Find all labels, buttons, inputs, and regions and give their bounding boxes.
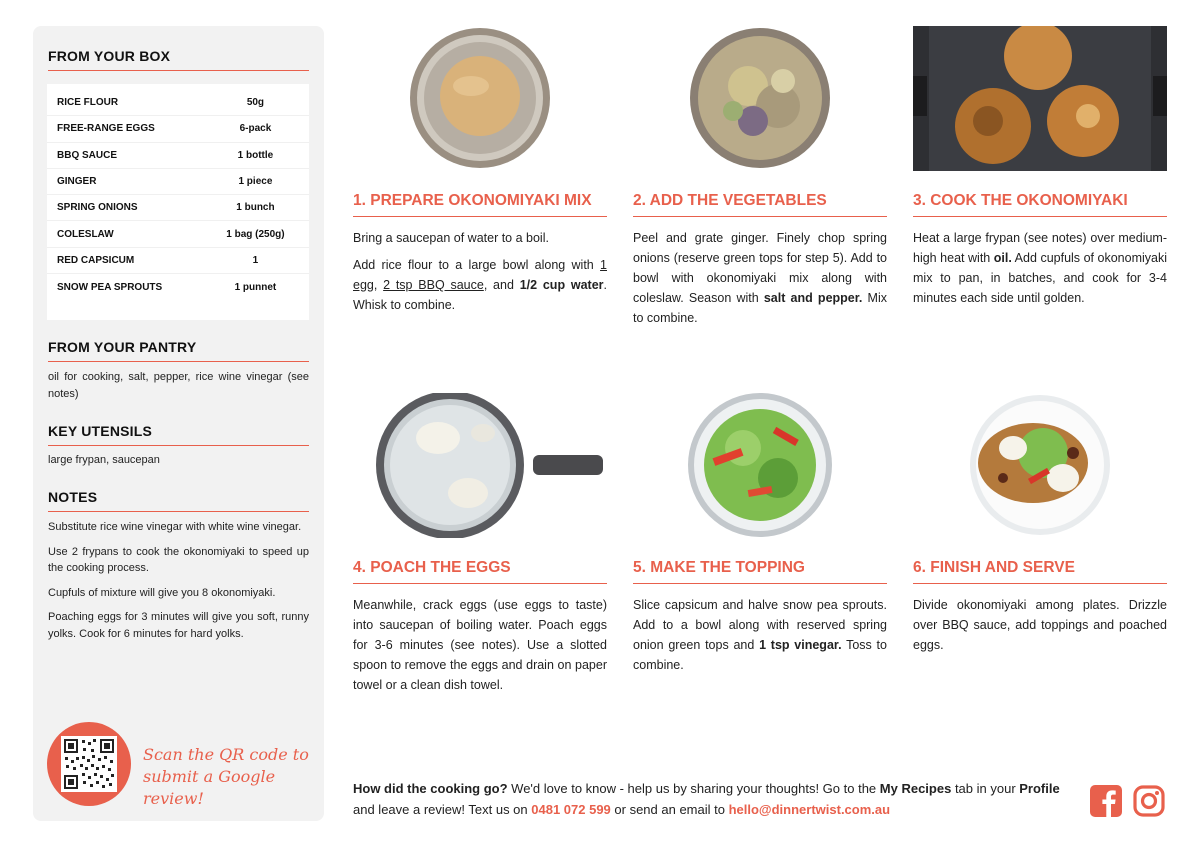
step-1-title: 1. PREPARE OKONOMIYAKI MIX xyxy=(353,192,607,217)
ingredient-qty: 50g xyxy=(246,97,265,109)
step-3-paragraph xyxy=(913,228,1167,308)
note-item: Cupfuls of mixture will give you 8 okonomiyaki. xyxy=(48,586,276,599)
ingredient-qty: 1 xyxy=(252,254,259,266)
notes-list xyxy=(48,519,309,650)
qr-caption-line: submit a Google review! xyxy=(143,767,276,808)
utensils-text: large frypan, saucepan xyxy=(48,454,160,466)
step-4-title: 4. POACH THE EGGS xyxy=(353,559,607,584)
step-2-paragraph xyxy=(633,228,887,328)
step-5-photo xyxy=(633,393,887,538)
seasoning: salt and pepper. xyxy=(763,291,863,305)
ingredient-name: GINGER xyxy=(57,176,97,188)
qr-caption-line: Scan the QR code to xyxy=(143,745,309,764)
ingredient-qty: 6-pack xyxy=(239,123,272,135)
ingredient-egg: 1 egg xyxy=(353,258,607,292)
step-6-paragraph: Divide okonomiyaki among plates. Drizzle over BBQ sauce, add toppings and poached eggs. xyxy=(913,598,1167,652)
step-6-text xyxy=(913,595,1167,662)
ingredient-row xyxy=(47,248,309,274)
text: , and xyxy=(483,278,520,292)
qr-code-badge[interactable] xyxy=(47,722,131,806)
footer-question: How did the cooking go? xyxy=(353,781,508,796)
footer-text: and leave a review! Text us on xyxy=(353,802,532,817)
key-utensils-title: KEY UTENSILS xyxy=(48,423,309,446)
ingredient-name: BBQ SAUCE xyxy=(57,149,118,161)
ingredient-row xyxy=(47,169,309,195)
ingredient-row xyxy=(47,195,309,221)
step-4-photo xyxy=(353,393,607,538)
ingredient-qty: 1 piece xyxy=(238,176,273,188)
vinegar: 1 tsp vinegar. xyxy=(759,638,842,652)
ingredient-bbq: 2 tsp BBQ sauce xyxy=(383,278,484,292)
step-5-text xyxy=(633,595,887,682)
ingredient-name: SNOW PEA SPROUTS xyxy=(57,281,163,293)
footer-text: tab in your xyxy=(951,781,1020,796)
text: Mix to combine. xyxy=(633,291,887,325)
ingredient-row xyxy=(47,143,309,169)
step-4-paragraph: Meanwhile, crack eggs (use eggs to taste) into saucepan of boiling water. Poach eggs for 3-6 minutes (see notes). Use a slotted spoon to remove the eggs and drain on paper towel or a clean dish towel. xyxy=(353,598,607,692)
footer-text: or send an email to xyxy=(610,802,729,817)
text: Peel and grate ginger. Finely chop spring onions (reserve green tops for step 5). Add to bowl with okonomiyaki mix along with coleslaw. Season with xyxy=(633,231,887,305)
step-2-text xyxy=(633,228,887,335)
step-1-paragraph xyxy=(353,255,607,315)
ingredient-name: RICE FLOUR xyxy=(57,97,119,109)
step-3-photo xyxy=(913,26,1167,171)
box-ingredients-table xyxy=(47,84,309,320)
ingredient-name: COLESLAW xyxy=(57,228,114,240)
step-1-photo xyxy=(353,26,607,171)
ingredient-row xyxy=(47,274,309,300)
text: Slice capsicum and halve snow pea sprouts. Add to a bowl along with reserved spring onion green tops and xyxy=(633,598,887,652)
step-6-title: 6. FINISH AND SERVE xyxy=(913,559,1167,584)
oil: oil. xyxy=(993,251,1012,265)
phone-link[interactable]: 0481 072 599 xyxy=(531,802,611,817)
from-your-pantry-title: FROM YOUR PANTRY xyxy=(48,339,309,362)
pantry-text: oil for cooking, salt, pepper, rice wine vinegar (see notes) xyxy=(48,371,309,400)
text: . Whisk to combine. xyxy=(353,278,607,312)
ingredient-name: FREE-RANGE EGGS xyxy=(57,123,155,135)
ingredient-name: SPRING ONIONS xyxy=(57,202,138,214)
text: Heat a large frypan (see notes) over medium-high heat with xyxy=(913,231,1167,265)
ingredient-name: RED CAPSICUM xyxy=(57,254,135,266)
step-6-photo xyxy=(913,393,1167,538)
email-link[interactable]: hello@dinnertwist.com.au xyxy=(728,802,891,817)
profile-link[interactable]: Profile xyxy=(1019,781,1060,796)
step-3-text xyxy=(913,228,1167,315)
step-5-title: 5. MAKE THE TOPPING xyxy=(633,559,887,584)
step-1-text xyxy=(353,228,607,322)
instagram-icon[interactable] xyxy=(1133,785,1165,817)
ingredient-row xyxy=(47,116,309,142)
qr-caption xyxy=(143,744,313,810)
note-item: Use 2 frypans to cook the okonomiyaki to speed up the cooking process. xyxy=(48,545,309,574)
note-item: Substitute rice wine vinegar with white wine vinegar. xyxy=(48,521,302,533)
from-your-box-title: FROM YOUR BOX xyxy=(48,48,309,71)
step-2-title: 2. ADD THE VEGETABLES xyxy=(633,192,887,217)
text: Toss to combine. xyxy=(633,638,887,672)
ingredient-qty: 1 bunch xyxy=(236,202,275,214)
ingredients-sidebar xyxy=(33,26,324,821)
qr-code-icon[interactable] xyxy=(61,736,117,792)
text: , xyxy=(373,278,384,292)
text: Add rice flour to a large bowl along with xyxy=(353,258,601,272)
ingredient-qty: 1 bag (250g) xyxy=(226,228,285,240)
review-footer xyxy=(353,778,1073,820)
text: Add cupfuls of okonomiyaki mix to pan, in batches, and cook for 3-4 minutes each side until golden. xyxy=(913,251,1168,305)
ingredient-qty: 1 bottle xyxy=(237,149,274,161)
footer-text: We'd love to know - help us by sharing your thoughts! Go to the xyxy=(507,781,880,796)
step-2-photo xyxy=(633,26,887,171)
ingredient-row xyxy=(47,90,309,116)
step-5-paragraph xyxy=(633,595,887,675)
facebook-icon[interactable] xyxy=(1090,785,1122,817)
ingredient-row xyxy=(47,221,309,247)
note-item: Poaching eggs for 3 minutes will give you soft, runny yolks. Cook for 6 minutes for hard yolks. xyxy=(48,611,309,640)
ingredient-water: 1/2 cup water xyxy=(519,278,604,292)
step-3-title: 3. COOK THE OKONOMIYAKI xyxy=(913,192,1167,217)
ingredient-qty: 1 punnet xyxy=(234,281,277,293)
my-recipes-link[interactable]: My Recipes xyxy=(879,781,952,796)
step-4-text xyxy=(353,595,607,702)
notes-title: NOTES xyxy=(48,489,309,512)
step-1-paragraph: Bring a saucepan of water to a boil. xyxy=(353,231,549,245)
